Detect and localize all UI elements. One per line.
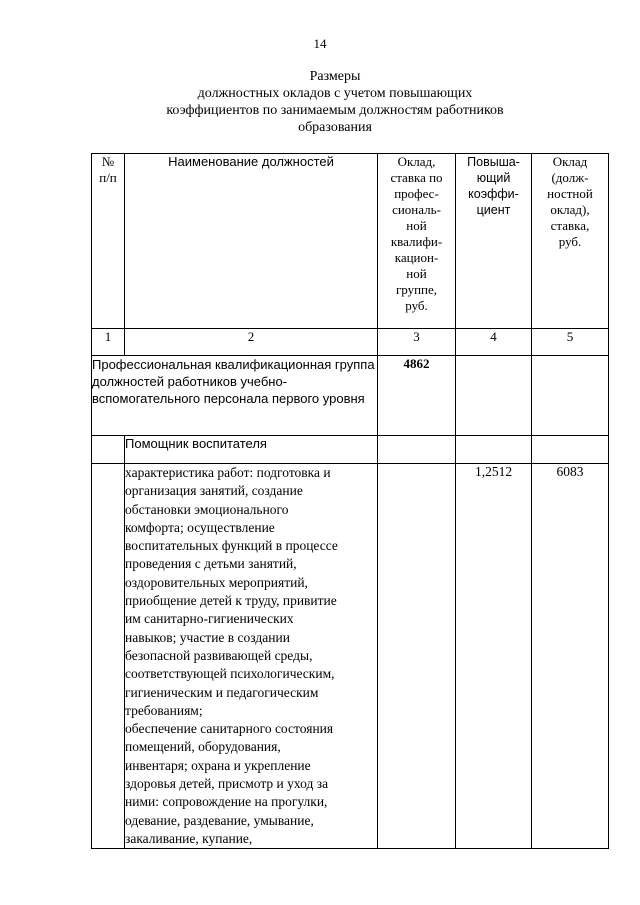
description-line: помещений, оборудования,	[125, 739, 281, 755]
column-number-row	[92, 329, 609, 356]
description-line: требованиям;	[125, 702, 203, 718]
document-title	[150, 68, 520, 136]
work-description	[125, 464, 378, 849]
description-line: обстановки эмоционального	[125, 501, 289, 517]
header-final-salary: Оклад (долж- ностной оклад), ставка, руб.	[532, 154, 609, 329]
column-number: 1	[92, 329, 125, 356]
description-line: гигиеническим и педагогическим	[125, 684, 319, 700]
column-number: 5	[532, 329, 609, 356]
empty-cell	[378, 436, 456, 464]
title-line: коэффициентов по занимаемым должностям работников	[166, 103, 504, 118]
description-line: организация занятий, создание	[125, 483, 303, 499]
header-num: № п/п	[92, 154, 125, 329]
title-line: Размеры	[309, 69, 361, 84]
description-line: одевание, раздевание, умывание,	[125, 812, 314, 828]
position-row	[92, 436, 609, 464]
empty-cell	[378, 464, 456, 849]
description-line: характеристика работ: подготовка и	[125, 465, 331, 480]
coefficient-value: 1,2512	[456, 464, 532, 849]
empty-cell	[456, 356, 532, 436]
salary-value: 6083	[532, 464, 609, 849]
position-name: Помощник воспитателя	[125, 436, 378, 464]
empty-cell	[92, 464, 125, 849]
description-line: приобщение детей к труду, привитие	[125, 593, 337, 609]
description-line: ними: сопровождение на прогулки,	[125, 794, 328, 810]
page-number: 14	[313, 36, 327, 51]
description-line: проведения с детьми занятий,	[125, 556, 297, 572]
empty-cell	[456, 436, 532, 464]
group-row	[92, 356, 609, 436]
description-line: закаливание, купание,	[125, 830, 253, 846]
description-line: воспитательных функций в процессе	[125, 538, 338, 554]
title-line: должностных окладов с учетом повышающих	[197, 86, 473, 101]
column-number: 3	[378, 329, 456, 356]
description-line: навыков; участие в создании	[125, 629, 290, 645]
work-description-row	[92, 464, 609, 849]
column-number: 2	[125, 329, 378, 356]
description-line: оздоровительных мероприятий,	[125, 574, 308, 590]
description-line: здоровья детей, присмотр и уход за	[125, 776, 329, 792]
header-salary: Оклад, ставка по профес- сиональ- ной квалифи- кацион- ной группе, руб.	[378, 154, 456, 329]
column-number: 4	[456, 329, 532, 356]
header-name: Наименование должностей	[125, 154, 378, 329]
empty-cell	[532, 436, 609, 464]
title-line: образования	[298, 120, 372, 135]
salary-table	[91, 153, 609, 849]
header-coefficient: Повыша- ющий коэффи- циент	[456, 154, 532, 329]
description-line: комфорта; осуществление	[125, 519, 275, 535]
description-line: инвентаря; охрана и укрепление	[125, 757, 311, 773]
group-name: Профессиональная квалификационная группа должностей работников учебно-вспомогательного персонала первого уровня	[92, 356, 378, 436]
description-line: соответствующей психологическим,	[125, 666, 335, 682]
empty-cell	[532, 356, 609, 436]
description-line: им санитарно-гигиенических	[125, 611, 294, 627]
description-line: обеспечение санитарного состояния	[125, 721, 334, 737]
empty-cell	[92, 436, 125, 464]
table-header-row	[92, 154, 609, 329]
group-rate: 4862	[378, 356, 456, 436]
description-line: безопасной развивающей среды,	[125, 647, 313, 663]
